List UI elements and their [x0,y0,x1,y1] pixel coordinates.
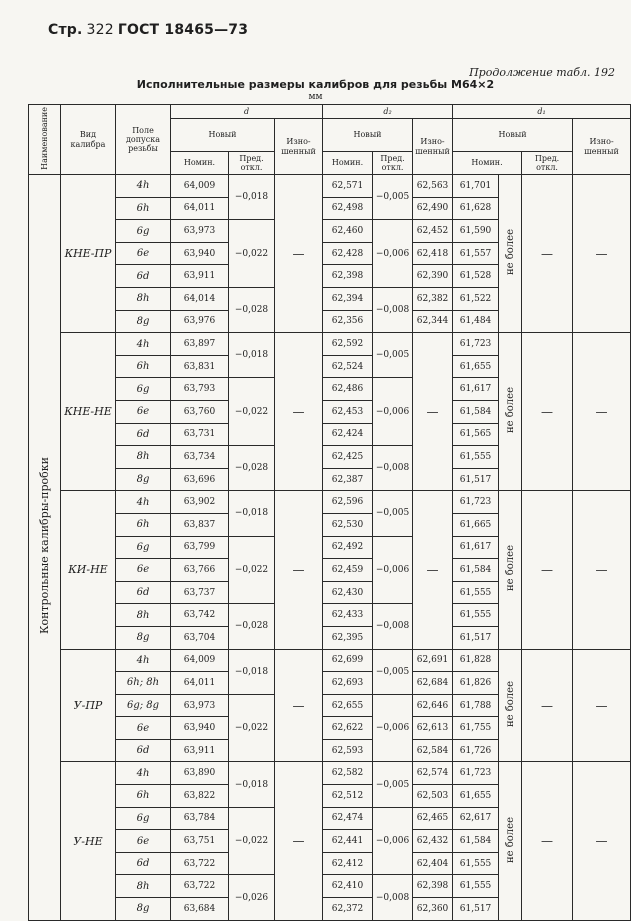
d1-new-header: Новый [453,119,573,151]
d1-worn-cell: — [573,175,631,333]
d2-nom-cell: 62,398 [323,265,373,288]
d-nom-cell: 63,742 [171,604,229,627]
d1-nom-cell: 61,584 [453,400,499,423]
d-nom-cell: 63,831 [171,355,229,378]
d2-nom-cell: 62,622 [323,717,373,740]
d2-nom-cell: 62,512 [323,785,373,808]
table-unit: мм [308,92,323,102]
d2-worn-cell: 62,563 [413,175,453,198]
field-cell: 6g; 8g [116,694,171,717]
d2-nom-cell: 62,424 [323,423,373,446]
d2-worn-cell: 62,684 [413,672,453,695]
field-cell: 6e [116,830,171,853]
d-nom-cell: 63,722 [171,875,229,898]
d1-dev-cell: — [522,491,573,649]
d-nom-cell: 63,696 [171,468,229,491]
d2-nom-header: Номин. [323,151,373,174]
field-cell: 6h; 8h [116,672,171,695]
d2-worn-header: Изно-шенный [413,119,453,175]
d2-nom-cell: 62,593 [323,739,373,762]
d-worn-header: Изно-шенный [275,119,323,175]
table-body [29,175,631,921]
field-cell: 6e [116,242,171,265]
field-cell: 8h [116,446,171,469]
d1-nom-cell: 61,723 [453,762,499,785]
d1-worn-cell: — [573,649,631,762]
field-cell: 6e [116,559,171,582]
d2-worn-cell: 62,646 [413,694,453,717]
d-dev-cell: −0,022 [229,220,275,288]
d2-nom-cell: 62,571 [323,175,373,198]
page-prefix: Стр. [48,22,83,38]
d1-nom-cell: 61,565 [453,423,499,446]
d-dev-cell: −0,026 [229,875,275,920]
d-nom-cell: 63,737 [171,581,229,604]
d2-worn-cell: — [413,333,453,491]
d1-worn-cell: — [573,762,631,920]
d1-nom-cell: 61,555 [453,446,499,469]
d2-new-header: Новый [323,119,413,151]
d2-nom-cell: 62,425 [323,446,373,469]
calibre-kind: КИ-НЕ [61,491,116,649]
d-nom-cell: 63,837 [171,513,229,536]
d2-nom-cell: 62,387 [323,468,373,491]
d1-nom-cell: 61,617 [453,378,499,401]
d-worn-cell: — [275,333,323,491]
field-cell: 6d [116,581,171,604]
side-label: Контрольные калибры-пробки [29,175,61,921]
d2-worn-cell: 62,360 [413,898,453,921]
d2-worn-cell: 62,613 [413,717,453,740]
d1-nom-cell: 61,557 [453,242,499,265]
d2-nom-cell: 62,441 [323,830,373,853]
table-row [29,649,631,672]
d2-dev-header: Пред. откл. [373,151,413,174]
d2-dev-cell: −0,008 [373,875,413,920]
calibre-table [28,104,631,921]
d2-dev-cell: −0,006 [373,536,413,604]
calibre-kind: КНЕ-ПР [61,175,116,333]
d-nom-cell: 64,011 [171,672,229,695]
d2-dev-cell: −0,005 [373,175,413,220]
field-cell: 8h [116,604,171,627]
field-cell: 6h [116,513,171,536]
field-cell: 6d [116,739,171,762]
d-nom-cell: 63,793 [171,378,229,401]
d2-dev-cell: −0,006 [373,807,413,875]
d2-nom-cell: 62,460 [323,220,373,243]
d1-nom-cell: 61,723 [453,491,499,514]
d2-dev-cell: −0,005 [373,491,413,536]
d1-nom-cell: 61,528 [453,265,499,288]
d2-worn-cell: 62,382 [413,288,453,311]
d2-worn-cell: 62,418 [413,242,453,265]
d1-nom-cell: 61,828 [453,649,499,672]
d2-nom-cell: 62,459 [323,559,373,582]
d2-worn-cell: 62,432 [413,830,453,853]
d1-nom-cell: 62,617 [453,807,499,830]
ne-bolee-cell: не более [499,175,522,333]
d-nom-cell: 63,973 [171,220,229,243]
d-nom-cell: 63,973 [171,694,229,717]
d-nom-cell: 63,731 [171,423,229,446]
page-number: 322 [86,22,114,38]
field-cell: 4h [116,491,171,514]
d-nom-cell: 63,890 [171,762,229,785]
field-cell: 6h [116,355,171,378]
d2-nom-cell: 62,530 [323,513,373,536]
field-cell: 6h [116,197,171,220]
d-dev-cell: −0,028 [229,288,275,333]
d2-nom-cell: 62,474 [323,807,373,830]
d-nom-cell: 63,799 [171,536,229,559]
d-dev-cell: −0,022 [229,694,275,762]
d2-worn-cell: 62,503 [413,785,453,808]
d1-nom-cell: 61,517 [453,626,499,649]
field-cell: 8g [116,310,171,333]
page-header [48,22,248,38]
d-nom-cell: 64,009 [171,649,229,672]
d1-nom-cell: 61,655 [453,355,499,378]
standard-code: ГОСТ 18465—73 [117,22,249,38]
d2-dev-cell: −0,006 [373,220,413,288]
d2-nom-cell: 62,428 [323,242,373,265]
ne-bolee-cell: не более [499,333,522,491]
field-cell: 4h [116,762,171,785]
d2-worn-cell: 62,452 [413,220,453,243]
field-cell: 6g [116,807,171,830]
d1-nom-cell: 61,788 [453,694,499,717]
d1-worn-header: Изно-шенный [573,119,631,175]
d2-nom-cell: 62,486 [323,378,373,401]
d1-nom-header: Номин. [453,151,522,174]
field-cell: 6h [116,785,171,808]
d1-nom-cell: 61,517 [453,468,499,491]
d-dev-cell: −0,028 [229,604,275,649]
d-dev-cell: −0,018 [229,762,275,807]
d2-dev-cell: −0,005 [373,762,413,807]
d2-nom-cell: 62,372 [323,898,373,921]
table-row [29,333,631,356]
d-nom-cell: 63,751 [171,830,229,853]
col-field-header: Поле допуска резьбы [116,105,171,175]
table-row [29,491,631,514]
col-kind-header: Вид калибра [61,105,116,175]
d1-nom-cell: 61,584 [453,559,499,582]
d2-nom-cell: 62,592 [323,333,373,356]
d1-nom-cell: 61,617 [453,536,499,559]
d2-worn-cell: 62,390 [413,265,453,288]
field-cell: 6e [116,400,171,423]
d-nom-header: Номин. [171,151,229,174]
d1-nom-cell: 61,755 [453,717,499,740]
d-nom-cell: 64,011 [171,197,229,220]
d1-nom-cell: 61,665 [453,513,499,536]
d1-nom-cell: 61,484 [453,310,499,333]
d2-nom-cell: 62,693 [323,672,373,695]
calibre-kind: У-НЕ [61,762,116,920]
d-dev-cell: −0,022 [229,378,275,446]
d2-dev-cell: −0,008 [373,604,413,649]
d-nom-cell: 63,760 [171,400,229,423]
d-nom-cell: 63,766 [171,559,229,582]
d2-nom-cell: 62,430 [323,581,373,604]
d-new-header: Новый [171,119,275,151]
col-d1-header: d₁ [453,105,631,119]
d2-dev-cell: −0,005 [373,333,413,378]
d2-nom-cell: 62,492 [323,536,373,559]
d2-worn-cell: 62,344 [413,310,453,333]
d2-nom-cell: 62,699 [323,649,373,672]
d2-dev-cell: −0,006 [373,694,413,762]
field-cell: 6d [116,423,171,446]
field-cell: 6g [116,220,171,243]
d1-nom-cell: 61,628 [453,197,499,220]
d-nom-cell: 63,684 [171,898,229,921]
d1-dev-cell: — [522,333,573,491]
table-title: Исполнительные размеры калибров для резьбы M64×2 [136,78,495,91]
d1-nom-cell: 61,655 [453,785,499,808]
d2-worn-cell: 62,574 [413,762,453,785]
d-nom-cell: 63,902 [171,491,229,514]
d-nom-cell: 63,704 [171,626,229,649]
d1-nom-cell: 61,517 [453,898,499,921]
d2-dev-cell: −0,006 [373,378,413,446]
field-cell: 6g [116,536,171,559]
d-nom-cell: 63,897 [171,333,229,356]
d2-nom-cell: 62,498 [323,197,373,220]
d-dev-cell: −0,018 [229,333,275,378]
d1-nom-cell: 61,555 [453,581,499,604]
d1-dev-cell: — [522,649,573,762]
d-nom-cell: 63,722 [171,852,229,875]
d2-dev-cell: −0,008 [373,288,413,333]
continuation-note: Продолжение табл. 192 [469,66,615,79]
d-nom-cell: 63,784 [171,807,229,830]
d1-nom-cell: 61,555 [453,875,499,898]
d2-worn-cell: 62,398 [413,875,453,898]
d1-nom-cell: 61,701 [453,175,499,198]
d-worn-cell: — [275,762,323,920]
d1-nom-cell: 61,726 [453,739,499,762]
d-worn-cell: — [275,491,323,649]
d1-dev-cell: — [522,175,573,333]
d-dev-cell: −0,018 [229,175,275,220]
d-nom-cell: 64,014 [171,288,229,311]
field-cell: 8h [116,875,171,898]
d1-nom-cell: 61,555 [453,852,499,875]
ne-bolee-cell: не более [499,762,522,920]
field-cell: 6g [116,378,171,401]
d-nom-cell: 63,734 [171,446,229,469]
d-dev-cell: −0,018 [229,649,275,694]
d2-nom-cell: 62,453 [323,400,373,423]
field-cell: 6d [116,265,171,288]
d2-nom-cell: 62,395 [323,626,373,649]
d2-nom-cell: 62,433 [323,604,373,627]
d2-worn-cell: 62,691 [413,649,453,672]
col-d-header: d [171,105,323,119]
d1-dev-header: Пред. откл. [522,151,573,174]
d-dev-cell: −0,022 [229,536,275,604]
d1-nom-cell: 61,555 [453,604,499,627]
field-cell: 8g [116,468,171,491]
d-nom-cell: 63,911 [171,739,229,762]
field-cell: 8h [116,288,171,311]
d-nom-cell: 63,911 [171,265,229,288]
ne-bolee-cell: не более [499,491,522,649]
d2-nom-cell: 62,596 [323,491,373,514]
field-cell: 4h [116,649,171,672]
d-worn-cell: — [275,175,323,333]
d2-worn-cell: 62,584 [413,739,453,762]
d2-nom-cell: 62,582 [323,762,373,785]
field-cell: 8g [116,898,171,921]
d2-worn-cell: 62,465 [413,807,453,830]
field-cell: 4h [116,333,171,356]
field-cell: 4h [116,175,171,198]
d1-worn-cell: — [573,491,631,649]
field-cell: 6d [116,852,171,875]
d-nom-cell: 63,940 [171,242,229,265]
field-cell: 8g [116,626,171,649]
d-dev-cell: −0,028 [229,446,275,491]
d2-nom-cell: 62,394 [323,288,373,311]
ne-bolee-cell: не более [499,649,522,762]
d2-nom-cell: 62,524 [323,355,373,378]
d-dev-cell: −0,018 [229,491,275,536]
d-dev-cell: −0,022 [229,807,275,875]
d2-nom-cell: 62,356 [323,310,373,333]
d1-nom-cell: 61,522 [453,288,499,311]
d1-nom-cell: 61,826 [453,672,499,695]
table-row [29,762,631,785]
d1-nom-cell: 61,590 [453,220,499,243]
col-name-header: Наименование [29,105,61,175]
d2-worn-cell: 62,404 [413,852,453,875]
d1-nom-cell: 61,584 [453,830,499,853]
col-d2-header: d₂ [323,105,453,119]
d-nom-cell: 64,009 [171,175,229,198]
d-worn-cell: — [275,649,323,762]
d2-nom-cell: 62,655 [323,694,373,717]
d-nom-cell: 63,940 [171,717,229,740]
d-dev-header: Пред. откл. [229,151,275,174]
calibre-kind: У-ПР [61,649,116,762]
calibre-kind: КНЕ-НЕ [61,333,116,491]
d1-nom-cell: 61,723 [453,333,499,356]
d2-worn-cell: — [413,491,453,649]
d-nom-cell: 63,822 [171,785,229,808]
d2-dev-cell: −0,008 [373,446,413,491]
d2-nom-cell: 62,410 [323,875,373,898]
d1-worn-cell: — [573,333,631,491]
d2-dev-cell: −0,005 [373,649,413,694]
d2-nom-cell: 62,412 [323,852,373,875]
d1-dev-cell: — [522,762,573,920]
d-nom-cell: 63,976 [171,310,229,333]
table-row [29,175,631,198]
d2-worn-cell: 62,490 [413,197,453,220]
field-cell: 6e [116,717,171,740]
